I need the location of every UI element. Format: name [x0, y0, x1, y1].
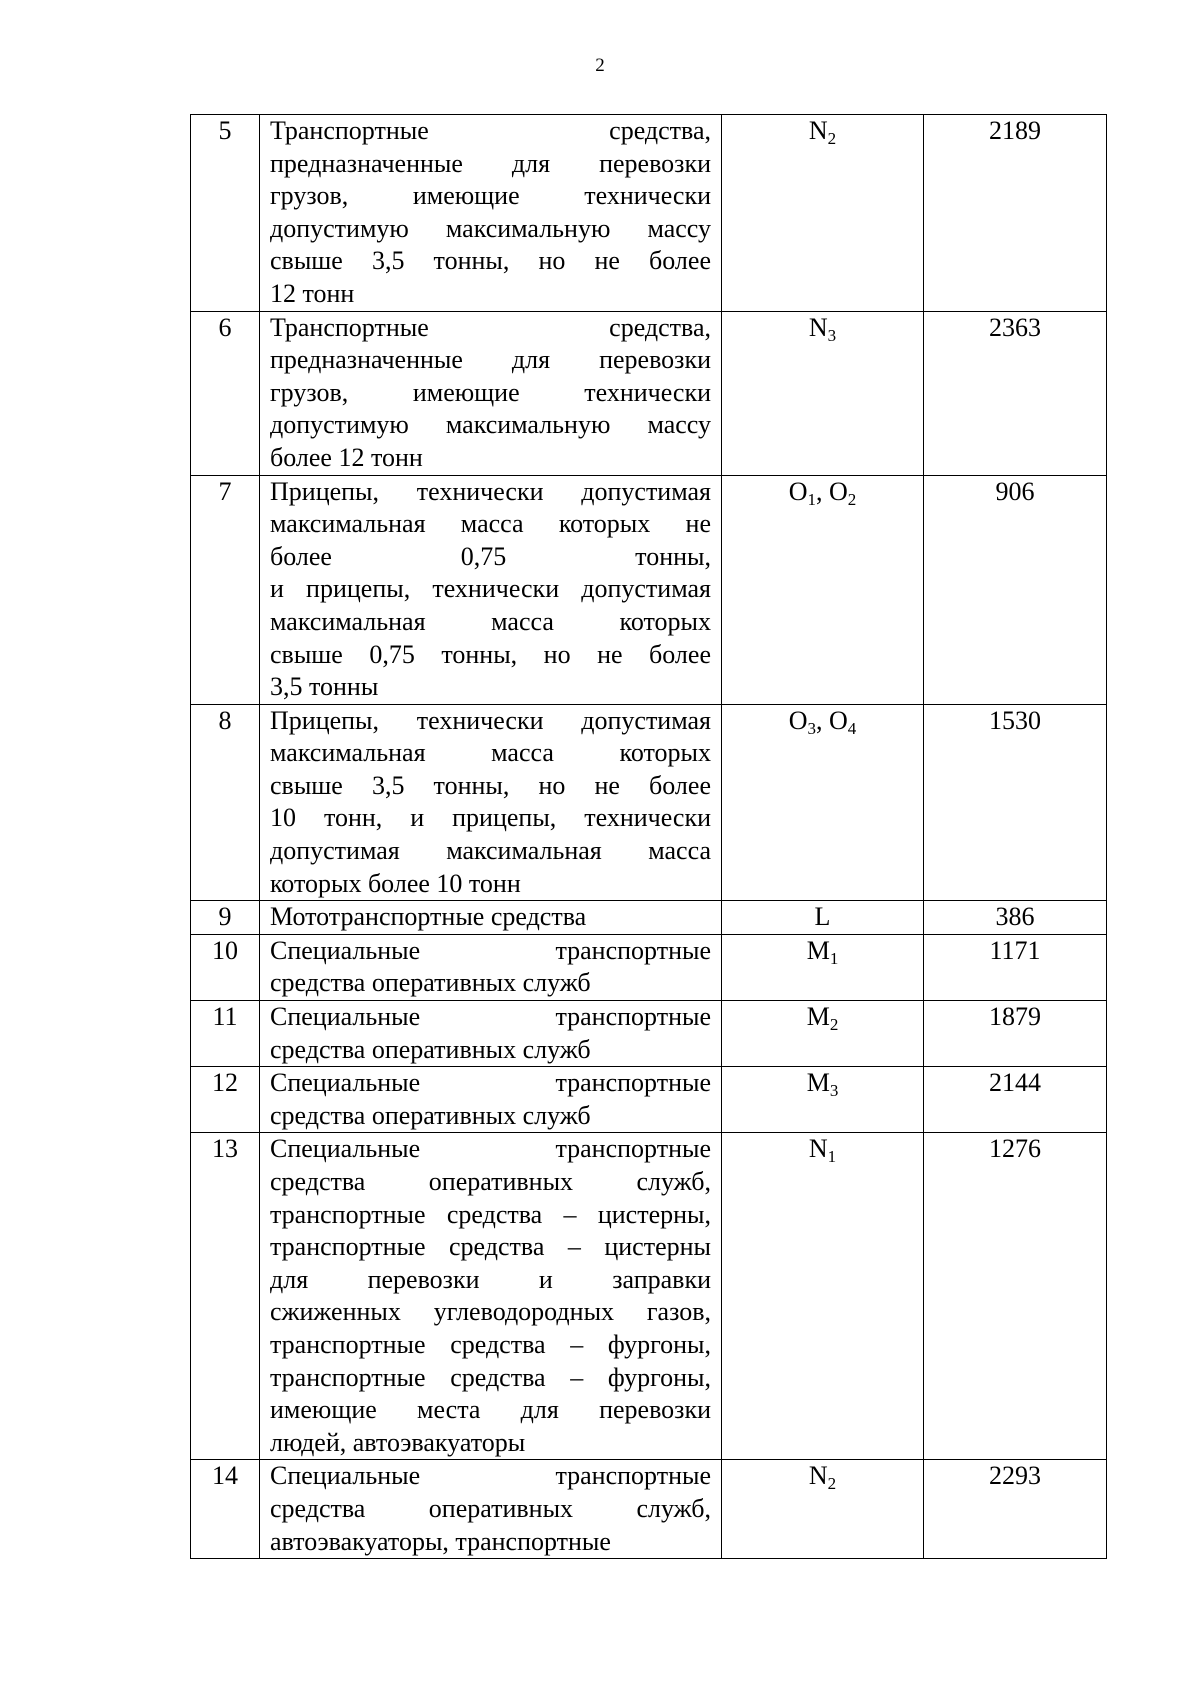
category-subscript: 4: [847, 718, 857, 738]
table-row: [191, 115, 1107, 312]
description-line: максимальная масса которых: [270, 738, 711, 768]
description-line: для перевозки и заправки: [270, 1264, 711, 1294]
category-subscript: 3: [827, 325, 837, 345]
category-letter: M: [806, 1002, 830, 1032]
category-letter: M: [806, 935, 830, 965]
description-line: 10 тонн, и прицепы, технически: [270, 803, 711, 833]
vehicle-description: [260, 115, 722, 312]
category-letter: O: [788, 705, 808, 735]
category-subscript: 1: [807, 489, 816, 509]
description-line: 3,5 тонны: [270, 672, 379, 702]
description-line: средства оперативных служб,: [270, 1493, 711, 1523]
description-line: Специальные транспортные: [270, 1002, 711, 1032]
category-letter: N: [808, 116, 828, 145]
category-letter: N: [808, 1134, 828, 1164]
tariff-value: 1276: [924, 1133, 1107, 1460]
tariff-value: 2293: [924, 1460, 1107, 1559]
description-line: транспортные средства – фургоны,: [270, 1329, 711, 1359]
row-number: 6: [191, 311, 260, 475]
description-line: грузов, имеющие технически: [270, 377, 711, 407]
category-subscript: 2: [829, 1015, 839, 1035]
row-number: 7: [191, 475, 260, 704]
vehicle-category: [722, 311, 924, 475]
description-line: средства оперативных служб: [270, 968, 591, 998]
tariff-value: 386: [924, 901, 1107, 935]
category-letter: N: [808, 312, 828, 342]
vehicle-description: [260, 1067, 722, 1133]
table-row: [191, 1001, 1107, 1067]
description-line: Специальные транспортные: [270, 1068, 711, 1098]
row-number: 11: [191, 1001, 260, 1067]
description-line: предназначенные для перевозки: [270, 345, 711, 375]
row-number: 5: [191, 115, 260, 312]
description-line: допустимую максимальную массу: [270, 410, 711, 440]
description-line: свыше 3,5 тонны, но не более: [270, 246, 711, 276]
description-line: свыше 3,5 тонны, но не более: [270, 770, 711, 800]
description-line: грузов, имеющие технически: [270, 181, 711, 211]
description-line: Прицепы, технически допустимая: [270, 476, 711, 506]
description-line: свыше 0,75 тонны, но не более: [270, 639, 711, 669]
row-number: 14: [191, 1460, 260, 1559]
vehicle-description: [260, 704, 722, 901]
category-subscript: 2: [827, 1474, 837, 1494]
tariff-value: 2144: [924, 1067, 1107, 1133]
table-row: [191, 704, 1107, 901]
description-line: транспортные средства – цистерны: [270, 1232, 711, 1262]
row-number: 10: [191, 934, 260, 1000]
description-line: имеющие места для перевозки: [270, 1395, 711, 1425]
category-subscript: 2: [847, 489, 857, 509]
tariff-value: 1171: [924, 934, 1107, 1000]
table-row: [191, 901, 1107, 935]
category-letter: , O: [816, 705, 848, 735]
description-line: Прицепы, технически допустимая: [270, 705, 711, 735]
vehicle-category: [722, 1067, 924, 1133]
table-body: [191, 115, 1107, 1559]
category-subscript: 3: [829, 1081, 839, 1101]
description-line: Транспортные средства,: [270, 312, 711, 342]
vehicle-description: [260, 1001, 722, 1067]
row-number: 13: [191, 1133, 260, 1460]
vehicle-description: [260, 934, 722, 1000]
description-line: более 0,75 тонны,: [270, 541, 711, 571]
row-number: 9: [191, 901, 260, 935]
description-line: транспортные средства – цистерны,: [270, 1199, 711, 1229]
description-line: людей, автоэвакуаторы: [270, 1427, 526, 1457]
description-line: 12 тонн: [270, 278, 355, 308]
vehicle-category: [722, 1460, 924, 1559]
description-line: которых более 10 тонн: [270, 868, 521, 898]
description-line: более 12 тонн: [270, 442, 423, 472]
tariff-value: 1530: [924, 704, 1107, 901]
description-line: средства оперативных служб,: [270, 1167, 711, 1196]
table-row: [191, 1133, 1107, 1460]
table-row: [191, 311, 1107, 475]
vehicle-description: [260, 311, 722, 475]
category-subscript: 2: [827, 129, 837, 148]
description-line: Специальные транспортные: [270, 1134, 711, 1164]
description-line: средства оперативных служб: [270, 1100, 591, 1130]
vehicle-category: [722, 1001, 924, 1067]
tariff-value: 906: [924, 475, 1107, 704]
description-line: допустимая максимальная масса: [270, 836, 711, 866]
category-letter: , O: [816, 476, 848, 506]
vehicle-category: [722, 115, 924, 312]
vehicle-description: [260, 901, 722, 935]
vehicle-category: [722, 934, 924, 1000]
row-number: 12: [191, 1067, 260, 1133]
page-number: 2: [595, 55, 605, 76]
category-letter: L: [814, 902, 831, 932]
tariff-value: 2363: [924, 311, 1107, 475]
description-line: максимальная масса которых не: [270, 509, 711, 539]
description-line: Мототранспортные средства: [270, 902, 587, 932]
vehicle-description: [260, 475, 722, 704]
table-row: [191, 1067, 1107, 1133]
vehicle-category: [722, 1133, 924, 1460]
table-row: [191, 475, 1107, 704]
tariff-value: 2189: [924, 115, 1107, 312]
category-subscript: 3: [807, 718, 816, 738]
category-letter: M: [806, 1068, 830, 1098]
table-row: [191, 934, 1107, 1000]
vehicle-category: [722, 901, 924, 935]
description-line: транспортные средства – фургоны,: [270, 1362, 711, 1392]
description-line: максимальная масса которых: [270, 606, 711, 636]
description-line: и прицепы, технически допустимая: [270, 574, 711, 604]
category-letter: N: [808, 1461, 828, 1491]
tariff-value: 1879: [924, 1001, 1107, 1067]
description-line: допустимую максимальную массу: [270, 213, 711, 243]
table-row: [191, 1460, 1107, 1559]
description-line: Специальные транспортные: [270, 1461, 711, 1491]
category-subscript: 1: [827, 1147, 837, 1167]
vehicle-description: [260, 1460, 722, 1559]
row-number: 8: [191, 704, 260, 901]
vehicle-category: [722, 704, 924, 901]
category-letter: O: [788, 476, 808, 506]
description-line: предназначенные для перевозки: [270, 148, 711, 178]
vehicle-category: [722, 475, 924, 704]
category-subscript: 1: [829, 948, 839, 968]
description-line: средства оперативных служб: [270, 1034, 591, 1064]
description-line: Транспортные средства,: [270, 116, 711, 145]
description-line: автоэвакуаторы, транспортные: [270, 1526, 611, 1556]
description-line: Специальные транспортные: [270, 935, 711, 965]
description-line: сжиженных углеводородных газов,: [270, 1297, 711, 1327]
vehicle-description: [260, 1133, 722, 1460]
tariff-table: [190, 114, 1107, 1559]
